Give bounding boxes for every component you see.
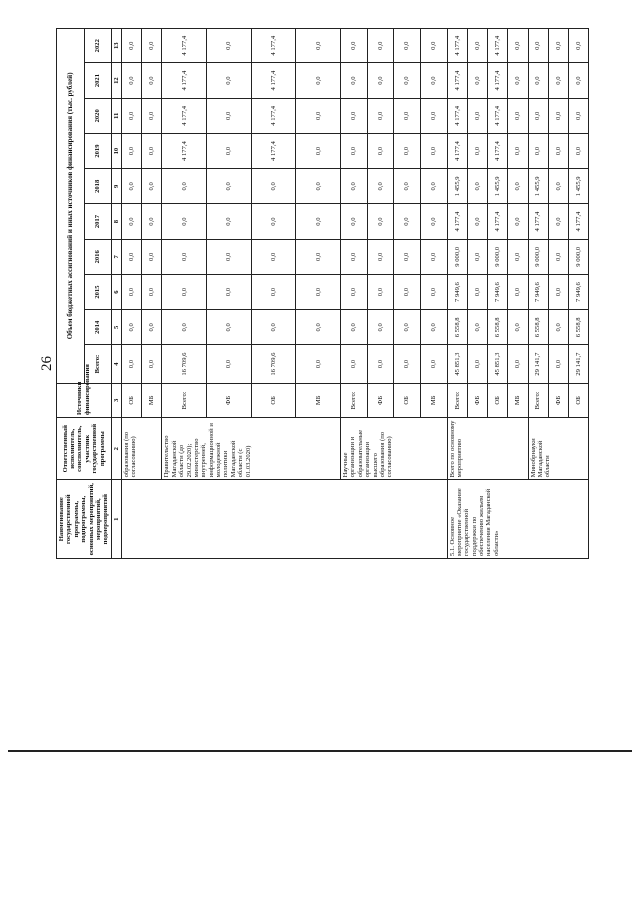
value-cell: 0,0 [296,274,341,309]
source-cell: ОБ [122,383,142,417]
value-cell: 4 177,4 [447,29,467,63]
column-index: 7 [111,239,121,274]
value-cell: 0,0 [122,204,142,239]
value-cell: 0,0 [142,63,162,98]
value-cell: 0,0 [467,133,487,168]
value-cell: 0,0 [207,63,252,98]
value-cell: 1 455,9 [447,169,467,204]
value-cell: 6 558,8 [528,310,548,345]
value-cell: 0,0 [296,98,341,133]
value-cell: 0,0 [508,169,528,204]
value-cell: 0,0 [296,345,341,383]
value-cell: 29 141,7 [528,345,548,383]
value-cell: 0,0 [122,98,142,133]
value-cell: 1 455,9 [528,169,548,204]
value-cell: 4 177,4 [162,29,207,63]
value-cell: 0,0 [467,274,487,309]
value-cell: 0,0 [122,274,142,309]
value-cell: 0,0 [122,345,142,383]
value-cell: 0,0 [420,310,447,345]
value-cell: 0,0 [367,63,394,98]
value-cell: 0,0 [296,29,341,63]
value-cell: 0,0 [142,239,162,274]
value-cell: 0,0 [367,29,394,63]
value-cell: 0,0 [548,169,568,204]
value-cell: 0,0 [341,345,368,383]
value-cell: 0,0 [569,63,589,98]
value-cell: 0,0 [251,274,296,309]
executor-cell: Правительство Магаданской области (до 29.02.2020); министерство внутренней, информационной и молодежной политики Магаданской области (с 01.03.2020) [162,417,341,479]
value-cell: 9 000,0 [569,239,589,274]
value-cell: 0,0 [162,169,207,204]
value-cell: 6 558,8 [488,310,508,345]
executor-cell: Всего по основному мероприятию [447,417,528,479]
value-cell: 4 177,4 [447,98,467,133]
source-cell: ОБ [569,383,589,417]
value-cell: 4 177,4 [251,29,296,63]
value-cell: 0,0 [467,29,487,63]
value-cell: 4 177,4 [162,98,207,133]
value-cell: 0,0 [341,169,368,204]
value-cell: 0,0 [296,133,341,168]
value-cell: 4 177,4 [251,133,296,168]
value-cell: 9 000,0 [528,239,548,274]
value-cell: 0,0 [142,98,162,133]
executor-cell: Минобрнауки Магаданской области [528,417,589,479]
value-cell: 0,0 [122,310,142,345]
value-cell: 0,0 [207,29,252,63]
value-cell: 0,0 [467,169,487,204]
table-row [341,29,368,559]
value-cell: 0,0 [420,133,447,168]
value-cell: 0,0 [569,98,589,133]
value-cell: 0,0 [394,169,421,204]
year-header: 2019 [84,133,111,168]
value-cell: 0,0 [467,345,487,383]
value-cell: 0,0 [162,274,207,309]
table-row [528,29,548,559]
source-cell: ОБ [394,383,421,417]
value-cell: 0,0 [296,63,341,98]
table-row [447,29,467,559]
source-cell: МБ [508,383,528,417]
year-header: 2020 [84,98,111,133]
value-cell: 0,0 [467,310,487,345]
value-cell: 0,0 [207,169,252,204]
source-cell: МБ [142,383,162,417]
value-cell: 4 177,4 [528,204,548,239]
table-row [122,29,142,559]
value-cell: 0,0 [296,169,341,204]
value-cell: 0,0 [367,345,394,383]
value-cell: 29 141,7 [569,345,589,383]
value-cell: 45 851,3 [447,345,467,383]
value-cell: 0,0 [394,63,421,98]
value-cell: 0,0 [394,133,421,168]
source-cell: ФБ [548,383,568,417]
source-cell: Всего: [162,383,207,417]
executor-cell: Научные организации и образовательные организации высшего образования (по согласованию) [341,417,448,479]
value-cell: 0,0 [508,239,528,274]
year-header: 2018 [84,169,111,204]
value-cell: 45 851,3 [488,345,508,383]
value-cell: 4 177,4 [488,133,508,168]
value-cell: 4 177,4 [162,133,207,168]
source-cell: МБ [296,383,341,417]
year-header: 2014 [84,310,111,345]
value-cell: 0,0 [420,239,447,274]
value-cell: 4 177,4 [488,204,508,239]
column-index: 9 [111,169,121,204]
value-cell: 0,0 [420,63,447,98]
value-cell: 0,0 [142,204,162,239]
value-cell: 4 177,4 [251,63,296,98]
value-cell: 7 949,6 [569,274,589,309]
header-name: Наименование государственной программы, подпрограммы, основных мероприятий, мероприятий, подмероприятий [57,480,112,559]
value-cell: 0,0 [394,239,421,274]
value-cell: 0,0 [420,29,447,63]
source-cell: ОБ [488,383,508,417]
value-cell: 0,0 [548,310,568,345]
value-cell: 0,0 [142,133,162,168]
value-cell: 0,0 [508,98,528,133]
column-index: 5 [111,310,121,345]
value-cell: 0,0 [394,204,421,239]
source-cell: ФБ [367,383,394,417]
value-cell: 0,0 [367,169,394,204]
value-cell: 0,0 [207,133,252,168]
value-cell: 0,0 [569,133,589,168]
column-index: 4 [111,345,121,383]
value-cell: 9 000,0 [488,239,508,274]
funding-table [56,28,589,559]
value-cell: 0,0 [207,274,252,309]
value-cell: 0,0 [528,133,548,168]
value-cell: 0,0 [548,98,568,133]
value-cell: 0,0 [251,204,296,239]
value-cell: 0,0 [367,204,394,239]
value-cell: 0,0 [162,310,207,345]
value-cell: 0,0 [548,239,568,274]
value-cell: 0,0 [341,98,368,133]
year-header: Всего: [84,345,111,383]
value-cell: 9 000,0 [447,239,467,274]
source-cell: Всего: [341,383,368,417]
value-cell: 0,0 [142,274,162,309]
value-cell: 0,0 [508,63,528,98]
value-cell: 0,0 [548,345,568,383]
horizontal-rule [8,750,632,752]
value-cell: 0,0 [142,29,162,63]
value-cell: 0,0 [142,310,162,345]
value-cell: 0,0 [122,133,142,168]
value-cell: 0,0 [207,98,252,133]
value-cell: 0,0 [142,169,162,204]
year-header: 2021 [84,63,111,98]
source-cell: ОБ [251,383,296,417]
value-cell: 0,0 [548,29,568,63]
value-cell: 4 177,4 [447,63,467,98]
value-cell: 0,0 [528,29,548,63]
value-cell: 0,0 [122,239,142,274]
value-cell: 1 455,9 [569,169,589,204]
value-cell: 4 177,4 [251,98,296,133]
header-source: Источники финансирования [57,383,112,417]
value-cell: 0,0 [162,239,207,274]
value-cell: 0,0 [394,29,421,63]
value-cell: 0,0 [162,204,207,239]
program-name-cell: 5.1. Основное мероприятие «Оказание государственной поддержки по обеспечению жильем населения Магаданской области» [447,480,589,559]
value-cell: 0,0 [548,63,568,98]
value-cell: 0,0 [142,345,162,383]
source-cell: МБ [420,383,447,417]
rotated-table [56,28,583,559]
column-index: 12 [111,63,121,98]
value-cell: 0,0 [207,345,252,383]
value-cell: 7 949,6 [528,274,548,309]
year-header: 2022 [84,29,111,63]
value-cell: 7 949,6 [447,274,467,309]
value-cell: 0,0 [508,204,528,239]
value-cell: 0,0 [528,63,548,98]
value-cell: 0,0 [367,310,394,345]
value-cell: 0,0 [251,169,296,204]
value-cell: 0,0 [207,204,252,239]
value-cell: 0,0 [508,310,528,345]
value-cell: 0,0 [394,274,421,309]
table-row [162,29,207,559]
column-index: 6 [111,274,121,309]
value-cell: 16 709,6 [251,345,296,383]
source-cell: Всего: [447,383,467,417]
value-cell: 0,0 [367,133,394,168]
value-cell: 0,0 [420,98,447,133]
page-number: 26 [39,356,55,371]
value-cell: 0,0 [394,310,421,345]
value-cell: 16 709,6 [162,345,207,383]
value-cell: 0,0 [420,274,447,309]
column-index: 13 [111,29,121,63]
value-cell: 4 177,4 [488,98,508,133]
value-cell: 0,0 [341,29,368,63]
value-cell: 0,0 [394,98,421,133]
value-cell: 0,0 [528,98,548,133]
value-cell: 0,0 [548,204,568,239]
source-cell: Всего: [528,383,548,417]
value-cell: 0,0 [207,239,252,274]
value-cell: 0,0 [341,133,368,168]
source-cell: ФБ [207,383,252,417]
table-body [122,29,589,559]
value-cell: 0,0 [548,133,568,168]
value-cell: 0,0 [508,274,528,309]
value-cell: 0,0 [122,29,142,63]
source-cell: ФБ [467,383,487,417]
column-index: 8 [111,204,121,239]
column-index: 3 [111,383,121,417]
value-cell: 0,0 [341,204,368,239]
value-cell: 6 558,8 [569,310,589,345]
value-cell: 0,0 [420,204,447,239]
value-cell: 0,0 [508,133,528,168]
column-index: 1 [111,480,121,559]
value-cell: 1 455,9 [488,169,508,204]
column-index: 11 [111,98,121,133]
value-cell: 0,0 [251,310,296,345]
header-executor: Ответственный исполнитель, соисполнитель, участник государственной программы [57,417,112,479]
value-cell: 4 177,4 [162,63,207,98]
value-cell: 0,0 [207,310,252,345]
value-cell: 4 177,4 [447,133,467,168]
value-cell: 4 177,4 [569,204,589,239]
year-header: 2015 [84,274,111,309]
value-cell: 0,0 [467,239,487,274]
year-header: 2016 [84,239,111,274]
value-cell: 0,0 [341,63,368,98]
value-cell: 0,0 [122,169,142,204]
value-cell: 0,0 [420,345,447,383]
value-cell: 7 949,6 [488,274,508,309]
value-cell: 0,0 [394,345,421,383]
value-cell: 0,0 [341,239,368,274]
value-cell: 0,0 [508,29,528,63]
year-header: 2017 [84,204,111,239]
value-cell: 0,0 [508,345,528,383]
value-cell: 6 558,8 [447,310,467,345]
value-cell: 0,0 [296,239,341,274]
value-cell: 0,0 [467,63,487,98]
value-cell: 0,0 [467,204,487,239]
value-cell: 0,0 [122,63,142,98]
value-cell: 0,0 [367,239,394,274]
column-index: 10 [111,133,121,168]
index-row [111,29,121,559]
value-cell: 4 177,4 [488,63,508,98]
value-cell: 0,0 [341,310,368,345]
value-cell: 0,0 [420,169,447,204]
value-cell: 0,0 [341,274,368,309]
value-cell: 0,0 [569,29,589,63]
header-funding: Объем бюджетных ассигнований и иных источников финансирования (тыс. рублей) [57,29,85,384]
value-cell: 0,0 [467,98,487,133]
value-cell: 0,0 [548,274,568,309]
rotated-table-wrapper [56,28,583,559]
value-cell: 0,0 [251,239,296,274]
value-cell: 0,0 [367,274,394,309]
program-name-cell [122,480,448,559]
value-cell: 0,0 [296,204,341,239]
value-cell: 0,0 [296,310,341,345]
value-cell: 4 177,4 [447,204,467,239]
executor-cell: образования (по согласованию) [122,417,162,479]
column-index: 2 [111,417,121,479]
value-cell: 4 177,4 [488,29,508,63]
value-cell: 0,0 [367,98,394,133]
